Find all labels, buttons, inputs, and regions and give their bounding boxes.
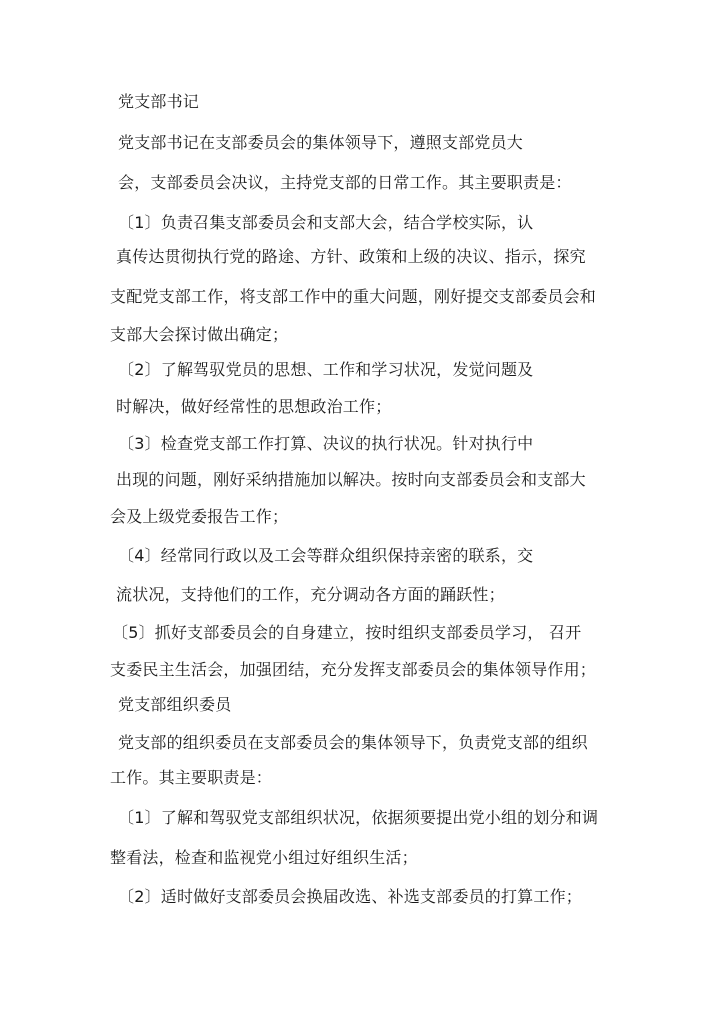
- paragraph-line: 整看法，检查和监视党小组过好组织生活；: [110, 848, 418, 867]
- list-item-line: 〔2〕了解驾驭党员的思想、工作和学习状况，发觉问题及: [118, 360, 534, 379]
- paragraph-line: 党支部的组织委员在支部委员会的集体领导下，负责党支部的组织: [118, 733, 588, 752]
- paragraph-line: 真传达贯彻执行党的路途、方针、政策和上级的决议、指示，探究: [116, 247, 586, 266]
- list-item-line: 〔1〕了解和驾驭党支部组织状况，依据须要提出党小组的划分和调: [118, 808, 599, 827]
- paragraph-line: 工作。其主要职责是：: [110, 768, 273, 787]
- heading-organization-committee-member: 党支部组织委员: [118, 695, 232, 714]
- paragraph-line: 时解决，做好经常性的思想政治工作；: [116, 397, 392, 416]
- paragraph-line: 会，支部委员会决议，主持党支部的日常工作。其主要职责是：: [118, 173, 572, 192]
- list-item-line: 〔3〕检查党支部工作打算、决议的执行状况。针对执行中: [118, 434, 534, 453]
- paragraph-line: 会及上级党委报告工作；: [110, 507, 289, 526]
- paragraph-line: 流状况，支持他们的工作，充分调动各方面的踊跃性；: [116, 585, 505, 604]
- list-item-line: 〔5〕抓好支部委员会的自身建立，按时组织支部委员学习， 召开: [112, 623, 582, 642]
- list-item-line: 〔2〕适时做好支部委员会换届改选、补选支部委员的打算工作；: [118, 887, 582, 906]
- paragraph-line: 支配党支部工作，将支部工作中的重大问题，刚好提交支部委员会和: [110, 287, 597, 306]
- list-item-line: 〔4〕经常同行政以及工会等群众组织保持亲密的联系，交: [118, 546, 534, 565]
- paragraph-line: 支委民主生活会，加强团结，充分发挥支部委员会的集体领导作用；: [110, 660, 597, 679]
- paragraph-line: 党支部书记在支部委员会的集体领导下，遵照支部党员大: [118, 133, 524, 152]
- list-item-line: 〔1〕负责召集支部委员会和支部大会，结合学校实际，认: [118, 213, 534, 232]
- heading-party-branch-secretary: 党支部书记: [118, 92, 200, 111]
- paragraph-line: 支部大会探讨做出确定；: [110, 325, 289, 344]
- paragraph-line: 出现的问题，刚好采纳措施加以解决。按时向支部委员会和支部大: [116, 470, 586, 489]
